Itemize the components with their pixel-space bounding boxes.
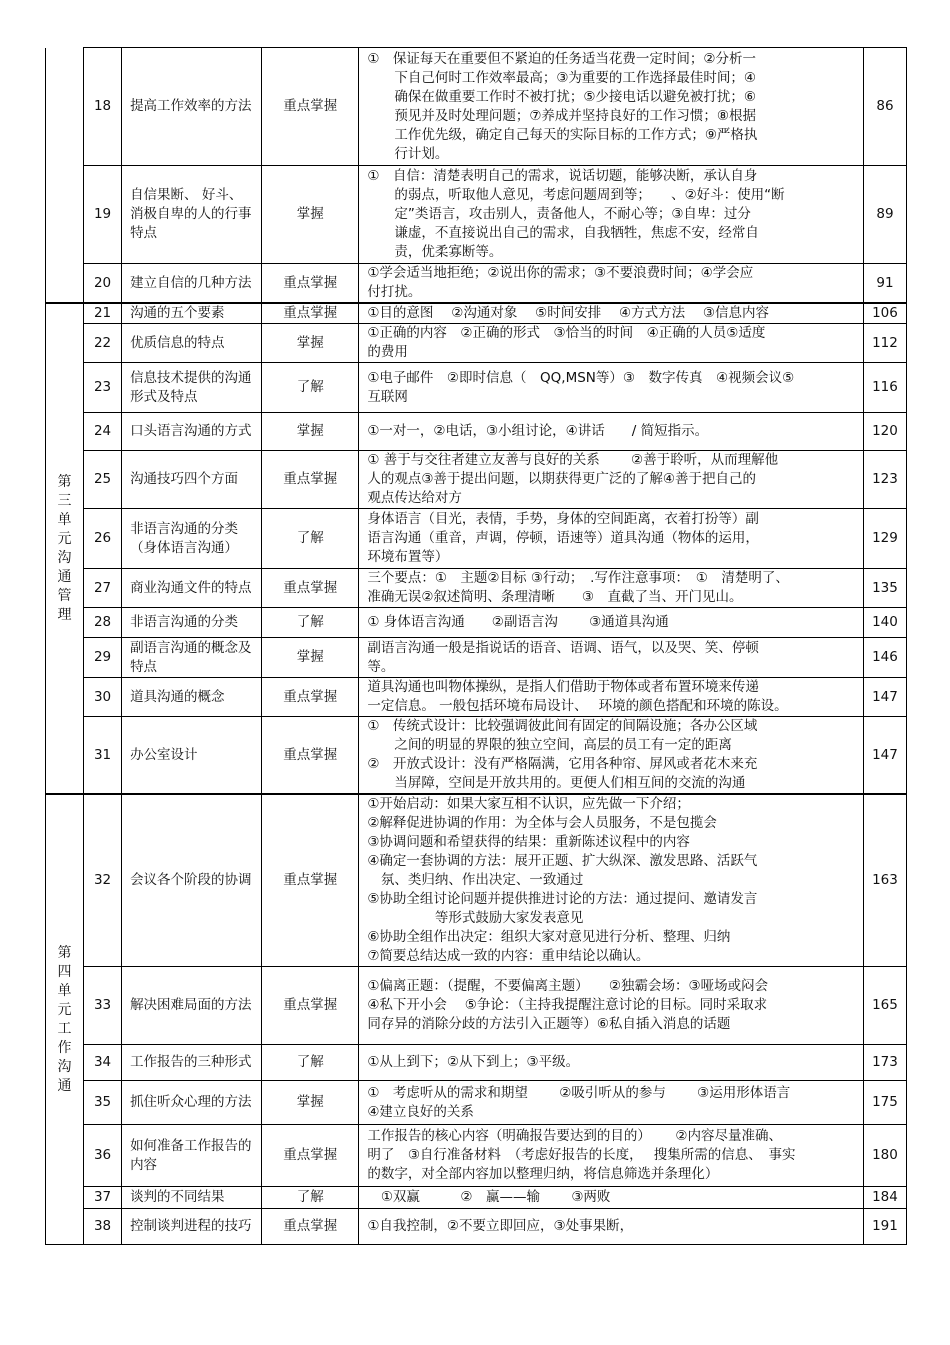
content-cell <box>359 1187 864 1209</box>
table-row <box>46 324 907 363</box>
content-line: ① 传统式设计：比较强调彼此间有固定的间隔设施；各办公区域 <box>367 718 758 734</box>
content-line: 的弱点，听取他人意见，考虑问题周到等； 、②好斗：使用“断 <box>367 187 785 203</box>
topic-cell: 非语言沟通的分类 <box>122 608 262 638</box>
topic-cell: 提高工作效率的方法 <box>122 48 262 166</box>
table-row <box>46 1125 907 1187</box>
content-line: ② 开放式设计：没有严格隔满，它用各种帘、屏风或者花木来充 <box>367 756 758 772</box>
requirement-cell: 重点掌握 <box>262 1125 359 1187</box>
content-cell <box>359 1081 864 1125</box>
content-line: ①偏离正题：（提醒，不要偏离主题） ②独霸会场：③哑场或闷会 <box>367 978 769 994</box>
content-cell <box>359 967 864 1045</box>
content-line: ②解释促进协调的作用：为全体与会人员服务，不是包揽会 <box>367 815 717 831</box>
row-number: 26 <box>84 509 122 569</box>
requirement-cell: 重点掌握 <box>262 451 359 509</box>
content-line: ①开始启动：如果大家互相不认识，应先做一下介绍； <box>367 796 690 812</box>
outline-table-container <box>45 47 907 1245</box>
row-number: 38 <box>84 1209 122 1245</box>
content-line: 环境布置等） <box>367 549 449 565</box>
content-cell <box>359 608 864 638</box>
content-line: 确保在做重要工作时不被打扰；⑤少接电话以避免被打扰；⑥ <box>367 88 757 105</box>
topic-cell: 自信果断、 好斗、消极自卑的人的行事特点 <box>122 166 262 264</box>
content-cell <box>359 166 864 264</box>
table-row <box>46 264 907 304</box>
row-number: 27 <box>84 569 122 608</box>
page-number: 120 <box>863 413 906 451</box>
page-number: 163 <box>863 794 906 967</box>
content-line: 付打扰。 <box>367 284 422 300</box>
row-number: 34 <box>84 1045 122 1081</box>
row-number: 25 <box>84 451 122 509</box>
content-line: ① 身体语言沟通 ②副语言沟 ③通道具沟通 <box>367 614 669 630</box>
page-number: 147 <box>863 717 906 795</box>
requirement-cell: 掌握 <box>262 324 359 363</box>
content-cell <box>359 303 864 324</box>
row-number: 18 <box>84 48 122 166</box>
content-line: 定”类语言，攻击别人，责备他人，不耐心等；③自卑：过分 <box>367 206 751 222</box>
table-row <box>46 794 907 967</box>
content-cell <box>359 678 864 717</box>
content-line: 行计划。 <box>367 145 449 162</box>
unit-label-text: 第三单元沟通管理 <box>57 473 72 623</box>
requirement-cell: 重点掌握 <box>262 303 359 324</box>
row-number: 23 <box>84 363 122 413</box>
requirement-cell: 掌握 <box>262 638 359 678</box>
unit-label <box>46 794 84 1245</box>
topic-cell: 解决困难局面的方法 <box>122 967 262 1045</box>
unit-label <box>46 48 84 304</box>
row-number: 30 <box>84 678 122 717</box>
row-number: 29 <box>84 638 122 678</box>
content-line: 同存异的消除分歧的方法引入正题等）⑥私自插入消息的话题 <box>367 1016 731 1032</box>
topic-cell: 非语言沟通的分类（身体语言沟通） <box>122 509 262 569</box>
content-line: 预见并及时处理问题；⑦养成并坚持良好的工作习惯；⑧根据 <box>367 107 757 124</box>
requirement-cell: 重点掌握 <box>262 678 359 717</box>
topic-cell: 会议各个阶段的协调 <box>122 794 262 967</box>
row-number: 20 <box>84 264 122 304</box>
page-number: 112 <box>863 324 906 363</box>
content-line: ①目的意图 ②沟通对象 ⑤时间安排 ④方式方法 ③信息内容 <box>367 305 770 321</box>
page-number: 146 <box>863 638 906 678</box>
content-line: 副语言沟通一般是指说话的语音、语调、语气，以及哭、笑、停顿 <box>367 639 759 656</box>
content-line: 下自己何时工作效率最高；③为重要的工作选择最佳时间；④ <box>367 69 757 86</box>
page-number: 191 <box>863 1209 906 1245</box>
table-row <box>46 451 907 509</box>
content-line: 氛、类归纳、作出决定、一致通过 <box>367 872 584 888</box>
content-line: ④建立良好的关系 <box>367 1103 474 1120</box>
content-line: 之间的明显的界限的独立空间，高层的员工有一定的距离 <box>367 737 732 753</box>
table-row <box>46 363 907 413</box>
page-number: 91 <box>863 264 906 304</box>
table-row <box>46 569 907 608</box>
content-cell <box>359 638 864 678</box>
page-number: 106 <box>863 303 906 324</box>
page-number: 175 <box>863 1081 906 1125</box>
requirement-cell: 了解 <box>262 363 359 413</box>
content-line: ①正确的内容 ②正确的形式 ③恰当的时间 ④正确的人员⑤适度 <box>367 325 766 341</box>
content-line: 的费用 <box>367 344 408 360</box>
topic-cell: 优质信息的特点 <box>122 324 262 363</box>
content-line: ③协调问题和希望获得的结果：重新陈述议程中的内容 <box>367 834 690 850</box>
topic-cell: 商业沟通文件的特点 <box>122 569 262 608</box>
content-line: ① 自信：清楚表明自己的需求，说话切题，能够决断，承认自身 <box>367 168 758 184</box>
content-line: ① 保证每天在重要但不紧迫的任务适当花费一定时间；②分析一 <box>367 50 757 67</box>
content-cell <box>359 1045 864 1081</box>
requirement-cell: 掌握 <box>262 413 359 451</box>
requirement-cell: 重点掌握 <box>262 1209 359 1245</box>
table-row <box>46 717 907 795</box>
content-cell <box>359 324 864 363</box>
content-line: 三个要点：① 主题②目标 ③行动； .写作注意事项： ① 清楚明了、 <box>367 570 789 586</box>
content-line: 准确无误②叙述简明、条理清晰 ③ 直截了当、开门见山。 <box>367 589 743 605</box>
content-cell <box>359 413 864 451</box>
page-number: 173 <box>863 1045 906 1081</box>
requirement-cell: 重点掌握 <box>262 967 359 1045</box>
content-line: 当屏障，空间是开放共用的。更便人们相互间的交流的沟通 <box>367 775 746 791</box>
page-number: 135 <box>863 569 906 608</box>
page-number: 180 <box>863 1125 906 1187</box>
content-cell <box>359 717 864 795</box>
table-row <box>46 1187 907 1209</box>
row-number: 22 <box>84 324 122 363</box>
content-line: ⑤协助全组讨论问题并提供推进讨论的方法：通过提问、邀请发言 <box>367 891 758 907</box>
topic-cell: 如何准备工作报告的内容 <box>122 1125 262 1187</box>
content-line: 一定信息。 一般包括环境布局设计、 环境的颜色搭配和环境的陈设。 <box>367 698 788 714</box>
table-row <box>46 1081 907 1125</box>
page-number: 140 <box>863 608 906 638</box>
content-line: 身体语言（目光，表情，手势，身体的空间距离，衣着打扮等）副 <box>367 511 759 527</box>
content-cell <box>359 794 864 967</box>
topic-cell: 谈判的不同结果 <box>122 1187 262 1209</box>
requirement-cell: 重点掌握 <box>262 264 359 304</box>
row-number: 21 <box>84 303 122 324</box>
content-line: ④私下开小会 ⑤争论：（主持我提醒注意讨论的目标。同时采取求 <box>367 997 768 1013</box>
requirement-cell: 了解 <box>262 1045 359 1081</box>
topic-cell: 控制谈判进程的技巧 <box>122 1209 262 1245</box>
row-number: 36 <box>84 1125 122 1187</box>
content-line: ① 考虑听从的需求和期望 ②吸引听从的参与 ③运用形体语言 <box>367 1084 791 1101</box>
table-row <box>46 1045 907 1081</box>
requirement-cell: 重点掌握 <box>262 48 359 166</box>
content-line: ①电子邮件 ②即时信息（ QQ,MSN等）③ 数字传真 ④视频会议⑤ <box>367 369 795 386</box>
requirement-cell: 重点掌握 <box>262 717 359 795</box>
topic-cell: 信息技术提供的沟通形式及特点 <box>122 363 262 413</box>
page-number: 184 <box>863 1187 906 1209</box>
content-line: ① 善于与交往者建立友善与良好的关系 ②善于聆听，从而理解他 <box>367 452 779 468</box>
table-row <box>46 509 907 569</box>
topic-cell: 建立自信的几种方法 <box>122 264 262 304</box>
content-cell <box>359 48 864 166</box>
content-line: 谦虚，不直接说出自己的需求，自我牺牲，焦虑不安，经常自 <box>367 225 759 241</box>
content-line: 等。 <box>367 658 395 675</box>
content-line: 的数字，对全部内容加以整理归纳，将信息筛选并条理化） <box>367 1166 719 1182</box>
table-row <box>46 303 907 324</box>
requirement-cell: 了解 <box>262 1187 359 1209</box>
requirement-cell: 了解 <box>262 608 359 638</box>
content-cell <box>359 1209 864 1245</box>
content-line: ①学会适当地拒绝；②说出你的需求；③不要浪费时间；④学会应 <box>367 265 754 281</box>
content-line: 观点传达给对方 <box>367 490 462 506</box>
table-row <box>46 166 907 264</box>
topic-cell: 工作报告的三种形式 <box>122 1045 262 1081</box>
unit-label-text: 第四单元工作沟通 <box>57 944 72 1094</box>
page-number: 89 <box>863 166 906 264</box>
row-number: 33 <box>84 967 122 1045</box>
content-cell <box>359 451 864 509</box>
content-cell <box>359 569 864 608</box>
content-line: 等形式鼓励大家发表意见 <box>367 910 584 926</box>
content-line: ④确定一套协调的方法：展开正题、扩大纵深、激发思路、活跃气 <box>367 853 758 869</box>
content-line: 责，优柔寡断等。 <box>367 244 503 260</box>
outline-table <box>45 47 907 1245</box>
content-line: 道具沟通也叫物体操纵，是指人们借助于物体或者布置环境来传递 <box>367 679 759 695</box>
row-number: 24 <box>84 413 122 451</box>
table-row <box>46 608 907 638</box>
content-line: 人的观点③善于提出问题，以期获得更广泛的了解④善于把自己的 <box>367 471 757 487</box>
topic-cell: 道具沟通的概念 <box>122 678 262 717</box>
table-row <box>46 678 907 717</box>
table-row <box>46 1209 907 1245</box>
content-line: 互联网 <box>367 388 408 405</box>
requirement-cell: 掌握 <box>262 1081 359 1125</box>
page-number: 147 <box>863 678 906 717</box>
content-line: 工作报告的核心内容（明确报告要达到的目的） ②内容尽量准确、 <box>367 1128 782 1144</box>
content-cell <box>359 509 864 569</box>
requirement-cell: 掌握 <box>262 166 359 264</box>
content-line: ⑦简要总结达成一致的内容：重申结论以确认。 <box>367 948 650 964</box>
row-number: 31 <box>84 717 122 795</box>
content-cell <box>359 264 864 304</box>
topic-cell: 办公室设计 <box>122 717 262 795</box>
table-row <box>46 413 907 451</box>
content-cell <box>359 363 864 413</box>
content-line: ①双赢 ② 赢——输 ③两败 <box>367 1189 611 1205</box>
page-number: 165 <box>863 967 906 1045</box>
page-number: 123 <box>863 451 906 509</box>
row-number: 37 <box>84 1187 122 1209</box>
row-number: 19 <box>84 166 122 264</box>
requirement-cell: 重点掌握 <box>262 569 359 608</box>
page-number: 86 <box>863 48 906 166</box>
row-number: 28 <box>84 608 122 638</box>
topic-cell: 抓住听众心理的方法 <box>122 1081 262 1125</box>
topic-cell: 口头语言沟通的方式 <box>122 413 262 451</box>
unit-label <box>46 303 84 794</box>
content-line: ①从上到下；②从下到上；③平级。 <box>367 1054 580 1070</box>
page-number: 129 <box>863 509 906 569</box>
requirement-cell: 重点掌握 <box>262 794 359 967</box>
topic-cell: 沟通技巧四个方面 <box>122 451 262 509</box>
content-line: 工作优先级，确定自己每天的实际目标的工作方式；⑨严格执 <box>367 126 758 143</box>
content-cell <box>359 1125 864 1187</box>
table-row <box>46 638 907 678</box>
content-line: ⑥协助全组作出决定：组织大家对意见进行分析、整理、归纳 <box>367 929 731 945</box>
page-number: 116 <box>863 363 906 413</box>
row-number: 32 <box>84 794 122 967</box>
topic-cell: 副语言沟通的概念及特点 <box>122 638 262 678</box>
row-number: 35 <box>84 1081 122 1125</box>
topic-cell: 沟通的五个要素 <box>122 303 262 324</box>
table-row <box>46 967 907 1045</box>
content-line: 语言沟通（重音，声调，停顿，语速等）道具沟通（物体的运用， <box>367 530 759 546</box>
content-line: 明了 ③自行准备材料 （考虑好报告的长度， 搜集所需的信息、 事实 <box>367 1147 796 1163</box>
requirement-cell: 了解 <box>262 509 359 569</box>
content-line: ①自我控制，②不要立即回应，③处事果断， <box>367 1218 634 1234</box>
table-row <box>46 48 907 166</box>
content-line: ①一对一，②电话，③小组讨论，④讲话 / 简短指示。 <box>367 423 709 439</box>
